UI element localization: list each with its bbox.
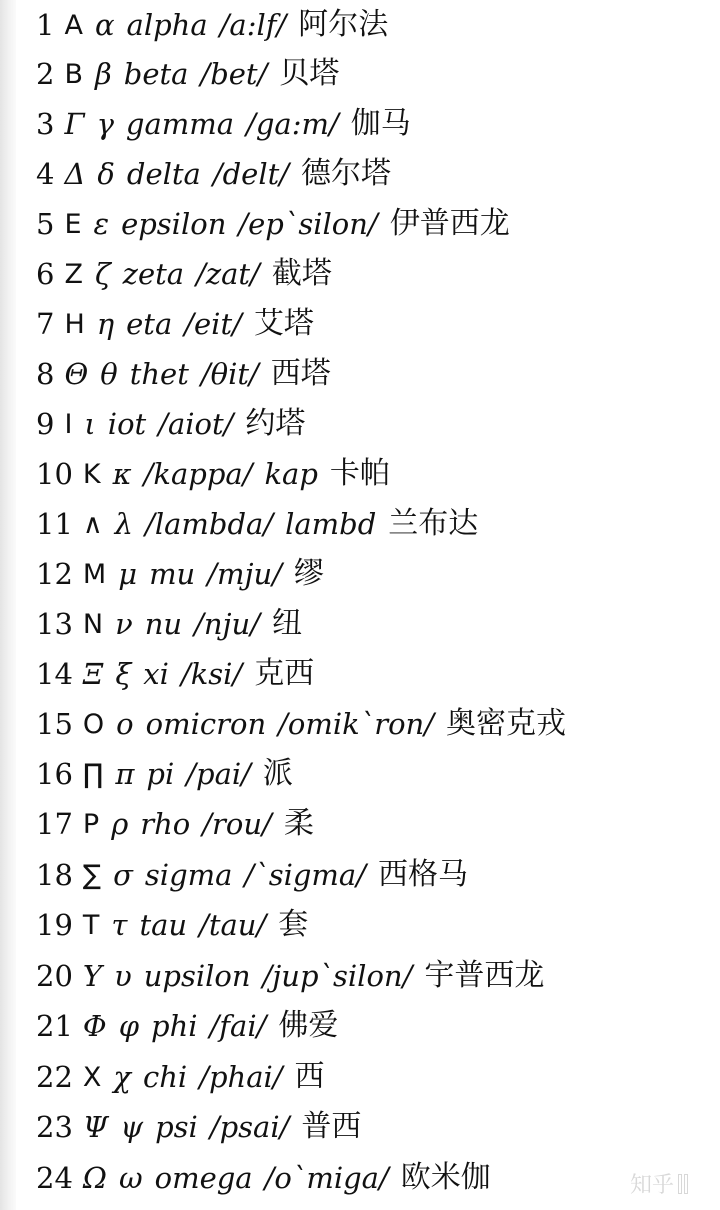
row-number: 16	[36, 756, 73, 791]
chinese-name: 佛爱	[278, 1008, 339, 1043]
lowercase-letter: η	[96, 306, 115, 341]
row-number: 1	[36, 7, 55, 42]
row-number: 19	[36, 907, 73, 942]
row-number: 6	[36, 256, 55, 291]
uppercase-letter: O	[82, 708, 105, 740]
pronunciation: /fai/	[209, 1008, 267, 1043]
uppercase-letter: ∑	[82, 859, 102, 891]
chinese-name: 伽马	[350, 106, 411, 141]
greek-letter-row	[36, 1001, 338, 1051]
letter-name: beta	[123, 56, 189, 91]
pronunciation: /mju/	[207, 556, 282, 591]
chinese-name: 缪	[293, 556, 324, 591]
chinese-name: 西塔	[270, 356, 331, 391]
row-number: 4	[36, 156, 55, 191]
pronunciation: /`sigma/	[244, 857, 366, 892]
letter-name: pi	[146, 756, 175, 791]
row-number: 12	[36, 556, 73, 591]
lowercase-letter: ξ	[115, 656, 132, 691]
chinese-name: 伊普西龙	[389, 206, 510, 241]
lowercase-letter: λ	[114, 506, 134, 541]
chinese-name: 约塔	[245, 406, 306, 441]
lowercase-letter: ψ	[120, 1109, 144, 1144]
pronunciation: /eit/	[184, 306, 242, 341]
row-number: 10	[36, 456, 73, 491]
row-number: 17	[36, 806, 73, 841]
greek-letter-row	[36, 1153, 491, 1203]
letter-name: omicron	[145, 706, 267, 741]
pronunciation: /psai/	[209, 1109, 290, 1144]
greek-letter-row	[36, 699, 566, 749]
uppercase-letter: Ψ	[82, 1109, 109, 1144]
lowercase-letter: γ	[96, 106, 114, 141]
uppercase-letter: T	[82, 909, 100, 941]
greek-letter-row	[36, 649, 314, 699]
lowercase-letter: σ	[113, 857, 133, 892]
uppercase-letter: A	[64, 9, 83, 41]
pronunciation: /zat/	[196, 256, 260, 291]
row-number: 15	[36, 706, 73, 741]
chinese-name: 奥密克戎	[445, 706, 566, 741]
pronunciation: /nju/	[194, 606, 260, 641]
letter-name: phi	[151, 1008, 198, 1043]
uppercase-letter: ∏	[82, 758, 104, 790]
uppercase-letter: I	[64, 408, 73, 440]
greek-letter-row	[36, 299, 314, 349]
letter-name: alpha	[126, 7, 208, 42]
letter-name: mu	[149, 556, 196, 591]
greek-letter-row	[36, 1102, 361, 1152]
lowercase-letter: κ	[112, 456, 132, 491]
row-number: 9	[36, 406, 55, 441]
chinese-name: 欧米伽	[400, 1160, 491, 1195]
row-number: 7	[36, 306, 55, 341]
greek-letter-row	[36, 49, 339, 99]
pronunciation: /delt/	[212, 156, 290, 191]
watermark-bar	[678, 1174, 682, 1194]
greek-letter-row	[36, 799, 314, 849]
letter-name: chi	[142, 1059, 188, 1094]
chinese-name: 艾塔	[253, 306, 314, 341]
watermark-bars-icon	[678, 1174, 688, 1194]
letter-name: tau	[139, 907, 188, 942]
greek-letter-row	[36, 499, 478, 549]
chinese-name: 克西	[254, 656, 315, 691]
pronunciation: /phai/	[199, 1059, 283, 1094]
chinese-name: 柔	[283, 806, 314, 841]
greek-letter-row	[36, 249, 332, 299]
uppercase-letter: Φ	[82, 1008, 107, 1043]
uppercase-letter: Ξ	[82, 656, 104, 691]
letter-name: iot	[107, 406, 147, 441]
lowercase-letter: δ	[97, 156, 115, 191]
uppercase-letter: Γ	[64, 106, 85, 141]
uppercase-letter: Υ	[82, 958, 103, 993]
pronunciation: /a:lf/	[219, 7, 287, 42]
greek-letter-row	[36, 149, 391, 199]
uppercase-letter: P	[82, 808, 100, 840]
greek-letter-row	[36, 199, 510, 249]
pronunciation: /rou/	[202, 806, 272, 841]
chinese-name: 卡帕	[329, 456, 390, 491]
letter-name: rho	[140, 806, 191, 841]
letter-name: sigma	[144, 857, 233, 892]
lowercase-letter: α	[94, 7, 115, 42]
greek-letter-row	[36, 349, 331, 399]
letter-name: psi	[155, 1109, 198, 1144]
uppercase-letter: Θ	[64, 356, 89, 391]
greek-letter-row	[36, 399, 305, 449]
row-number: 24	[36, 1160, 73, 1195]
lowercase-letter: μ	[118, 556, 138, 591]
row-number: 20	[36, 958, 73, 993]
greek-letter-row	[36, 951, 544, 1001]
row-number: 8	[36, 356, 55, 391]
row-number: 14	[36, 656, 73, 691]
pronunciation: /jup`silon/	[262, 958, 413, 993]
pronunciation: /tau/	[199, 907, 267, 942]
letter-name: xi	[143, 656, 169, 691]
uppercase-letter: M	[82, 558, 107, 590]
lowercase-letter: β	[94, 56, 112, 91]
lowercase-letter: ι	[84, 406, 96, 441]
pronunciation: /omik`ron/	[278, 706, 434, 741]
greek-letter-row	[36, 449, 390, 499]
lowercase-letter: π	[115, 756, 135, 791]
pronunciation: lambd	[285, 506, 377, 541]
greek-letter-row	[36, 99, 411, 149]
letter-name: nu	[144, 606, 183, 641]
greek-letter-row	[36, 850, 468, 900]
row-number: 23	[36, 1109, 73, 1144]
uppercase-letter: ∧	[82, 508, 103, 540]
uppercase-letter: Z	[64, 258, 83, 290]
letter-name: thet	[129, 356, 189, 391]
chinese-name: 截塔	[271, 256, 332, 291]
greek-letter-row	[36, 599, 302, 649]
pronunciation: /bet/	[200, 56, 268, 91]
lowercase-letter: φ	[118, 1008, 139, 1043]
greek-letter-row	[36, 1052, 325, 1102]
row-number: 18	[36, 857, 73, 892]
zhihu-watermark	[630, 1168, 688, 1199]
pronunciation: /ga:m/	[246, 106, 339, 141]
chinese-name: 纽	[272, 606, 302, 641]
letter-name: zeta	[122, 256, 185, 291]
letter-name: /kappa/	[143, 456, 253, 491]
lowercase-letter: τ	[111, 907, 128, 942]
lowercase-letter: χ	[113, 1059, 131, 1094]
row-number: 13	[36, 606, 73, 641]
chinese-name: 西	[294, 1059, 325, 1094]
greek-letter-row	[36, 0, 388, 50]
uppercase-letter: N	[82, 608, 104, 640]
lowercase-letter: o	[116, 706, 134, 741]
greek-letter-row	[36, 749, 293, 799]
greek-letter-row	[36, 900, 308, 950]
row-number: 2	[36, 56, 55, 91]
lowercase-letter: υ	[114, 958, 132, 993]
letter-name: gamma	[125, 106, 235, 141]
pronunciation: /o`miga/	[264, 1160, 389, 1195]
row-number: 3	[36, 106, 55, 141]
row-number: 21	[36, 1008, 73, 1043]
uppercase-letter: K	[82, 458, 101, 490]
row-number: 22	[36, 1059, 73, 1094]
page-left-border	[0, 0, 16, 1210]
letter-name: omega	[154, 1160, 253, 1195]
watermark-text: 知乎	[630, 1173, 675, 1198]
letter-name: epsilon	[121, 206, 227, 241]
lowercase-letter: θ	[100, 356, 118, 391]
row-number: 11	[36, 506, 73, 541]
letter-name: /lambda/	[145, 506, 274, 541]
pronunciation: /aiot/	[158, 406, 234, 441]
watermark-bar	[684, 1174, 688, 1194]
pronunciation: kap	[264, 456, 318, 491]
lowercase-letter: ζ	[94, 256, 111, 291]
letter-name: upsilon	[143, 958, 251, 993]
pronunciation: /ep`silon/	[238, 206, 378, 241]
row-number: 5	[36, 206, 55, 241]
pronunciation: /θit/	[200, 356, 259, 391]
uppercase-letter: Δ	[64, 156, 86, 191]
uppercase-letter: B	[64, 58, 83, 90]
chinese-name: 西格马	[377, 857, 468, 892]
pronunciation: /ksi/	[180, 656, 243, 691]
lowercase-letter: ε	[93, 206, 110, 241]
chinese-name: 德尔塔	[301, 156, 392, 191]
chinese-name: 宇普西龙	[424, 958, 545, 993]
lowercase-letter: ρ	[111, 806, 129, 841]
uppercase-letter: E	[64, 208, 82, 240]
uppercase-letter: Ω	[82, 1160, 107, 1195]
chinese-name: 阿尔法	[298, 7, 389, 42]
chinese-name: 兰布达	[388, 506, 479, 541]
lowercase-letter: ν	[115, 606, 133, 641]
letter-name: eta	[126, 306, 173, 341]
chinese-name: 贝塔	[279, 56, 340, 91]
uppercase-letter: H	[64, 308, 85, 340]
greek-letter-row	[36, 549, 324, 599]
chinese-name: 普西	[301, 1109, 362, 1144]
pronunciation: /pai/	[186, 756, 251, 791]
chinese-name: 套	[278, 907, 309, 942]
chinese-name: 派	[262, 756, 293, 791]
lowercase-letter: ω	[118, 1160, 143, 1195]
uppercase-letter: X	[82, 1061, 102, 1093]
letter-name: delta	[126, 156, 201, 191]
